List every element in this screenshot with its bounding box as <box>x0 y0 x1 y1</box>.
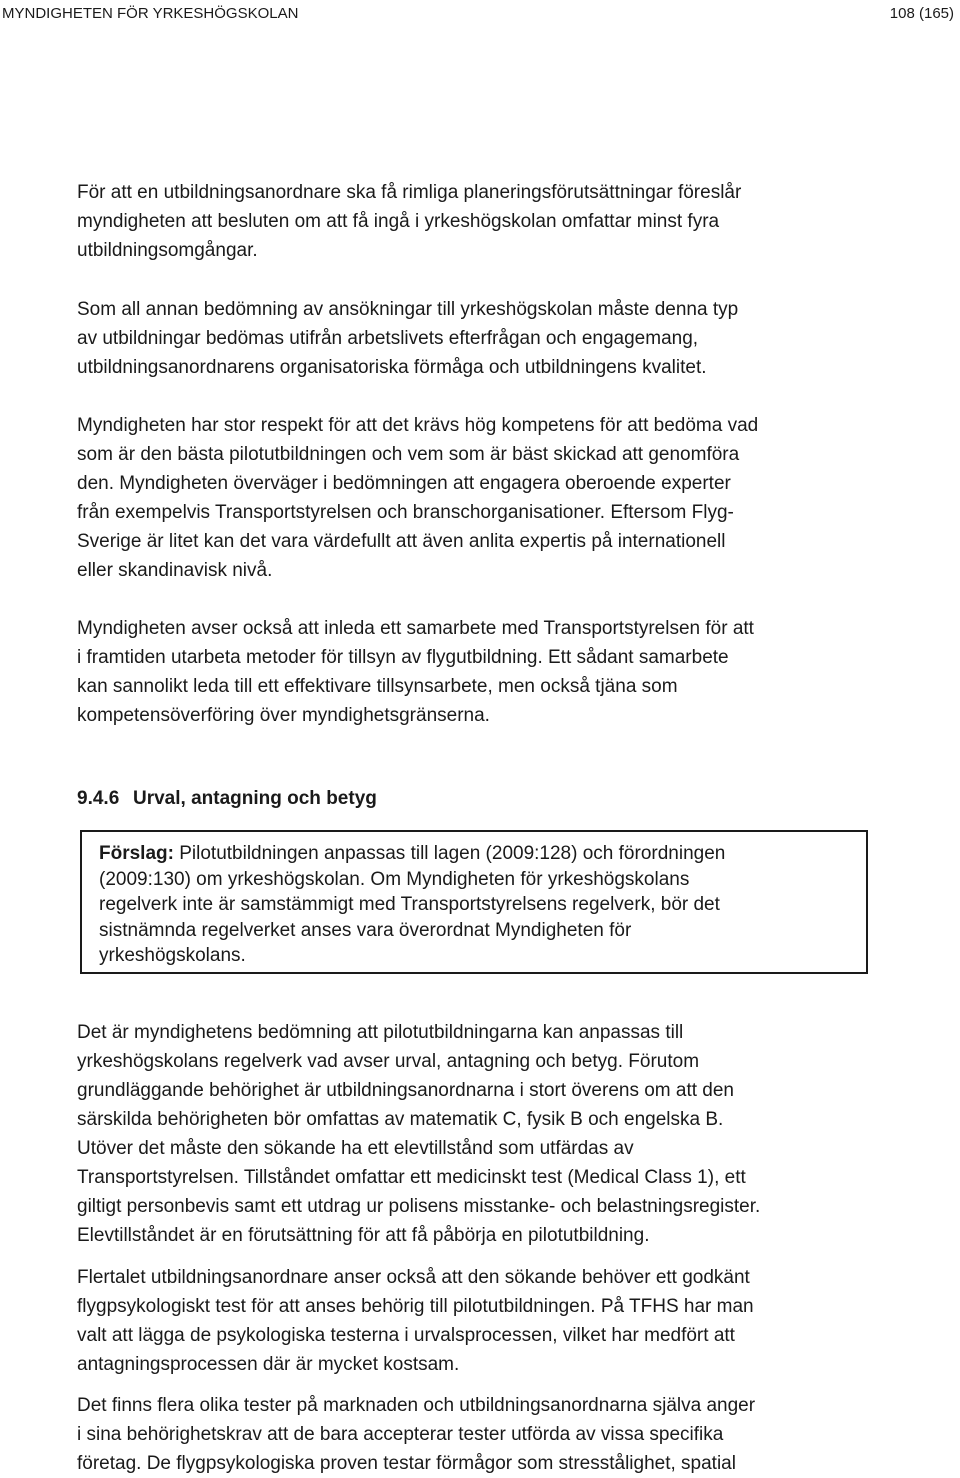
text-line: myndigheten att besluten om att få ingå i yrkeshögskolan omfattar minst fyra <box>77 211 720 232</box>
paragraph <box>77 178 917 265</box>
proposal-box <box>80 830 868 974</box>
paragraph <box>77 614 917 730</box>
text-line: eller skandinavisk nivå. <box>77 560 273 581</box>
page-number: 108 (165) <box>889 5 954 22</box>
section-title: Urval, antagning och betyg <box>133 788 377 809</box>
text-line: Myndigheten har stor respekt för att det krävs hög kompetens för att bedöma vad <box>77 415 759 436</box>
text-line: Transportstyrelsen. Tillståndet omfattar ett medicinskt test (Medical Class 1), ett <box>77 1167 746 1188</box>
text-line: utbildningsomgångar. <box>77 240 258 261</box>
text-line: i sina behörighetskrav att de bara accepterar tester utförda av vissa specifika <box>77 1424 724 1445</box>
section-number: 9.4.6 <box>77 788 120 809</box>
text-line: företag. De flygpsykologiska proven testar förmågor som stresstålighet, spatial <box>77 1453 736 1474</box>
text-line: Det finns flera olika tester på marknaden och utbildningsanordnarna själva anger <box>77 1395 756 1416</box>
proposal-first-line: Pilotutbildningen anpassas till lagen (2009:128) och förordningen <box>173 843 726 864</box>
text-line: av utbildningar bedömas utifrån arbetslivets efterfrågan och engagemang, <box>77 328 699 349</box>
text-line: (2009:130) om yrkeshögskolan. Om Myndigheten för yrkeshögskolans <box>99 868 690 890</box>
text-line: särskilda behörigheten bör omfattas av matematik C, fysik B och engelska B. <box>77 1109 724 1130</box>
text-line: För att en utbildningsanordnare ska få rimliga planeringsförutsättningar föreslår <box>77 182 742 203</box>
text-line: valt att lägga de psykologiska testerna i urvalsprocessen, vilket har medfört att <box>77 1325 735 1346</box>
document-title: MYNDIGHETEN FÖR YRKESHÖGSKOLAN <box>2 5 299 22</box>
text-line <box>99 841 725 867</box>
text-line: giltigt personbevis samt ett utdrag ur polisens misstanke- och belastningsregister. <box>77 1196 761 1217</box>
text-line: från exempelvis Transportstyrelsen och branschorganisationer. Eftersom Flyg- <box>77 502 734 523</box>
text-line: sistnämnda regelverket anses vara överordnat Myndigheten för <box>99 919 632 941</box>
text-line: kan sannolikt leda till ett effektivare tillsynsarbete, men också tjäna som <box>77 676 678 697</box>
proposal-text <box>99 841 725 969</box>
paragraph <box>77 1391 917 1478</box>
text-line: Sverige är litet kan det vara värdefullt att även anlita expertis på internationell <box>77 531 726 552</box>
text-line: yrkeshögskolans. <box>99 945 246 966</box>
proposal-label: Förslag: <box>99 843 174 864</box>
paragraph <box>77 411 917 585</box>
text-line: flygpsykologiskt test för att anses behörig till pilotutbildningen. På TFHS har man <box>77 1296 754 1317</box>
text-line: Myndigheten avser också att inleda ett samarbete med Transportstyrelsen för att <box>77 618 754 639</box>
text-line: regelverk inte är samstämmigt med Transportstyrelsens regelverk, bör det <box>99 894 720 915</box>
text-line: Som all annan bedömning av ansökningar till yrkeshögskolan måste denna typ <box>77 299 739 320</box>
text-line: den. Myndigheten överväger i bedömningen att engagera oberoende experter <box>77 473 731 494</box>
text-line: Det är myndighetens bedömning att pilotutbildningarna kan anpassas till <box>77 1022 684 1043</box>
text-line: utbildningsanordnarens organisatoriska förmåga och utbildningens kvalitet. <box>77 357 707 378</box>
paragraph <box>77 1263 917 1379</box>
text-line: antagningsprocessen där är mycket kostsam. <box>77 1354 460 1375</box>
text-line: grundläggande behörighet är utbildningsanordnarna i stort överens om att den <box>77 1080 735 1101</box>
text-line: yrkeshögskolans regelverk vad avser urval, antagning och betyg. Förutom <box>77 1051 700 1072</box>
text-line: kompetensöverföring över myndighetsgränserna. <box>77 705 490 726</box>
text-line: Flertalet utbildningsanordnare anser också att den sökande behöver ett godkänt <box>77 1267 750 1288</box>
page-header <box>0 4 960 24</box>
paragraph <box>77 1018 917 1250</box>
text-line: Elevtillståndet är en förutsättning för att få påbörja en pilotutbildning. <box>77 1225 650 1246</box>
paragraph <box>77 295 917 382</box>
text-line: Utöver det måste den sökande ha ett elevtillstånd som utfärdas av <box>77 1138 634 1159</box>
text-line: som är den bästa pilotutbildningen och vem som är bäst skickad att genomföra <box>77 444 740 465</box>
text-line: i framtiden utarbeta metoder för tillsyn av flygutbildning. Ett sådant samarbete <box>77 647 729 668</box>
section-heading <box>77 785 377 813</box>
